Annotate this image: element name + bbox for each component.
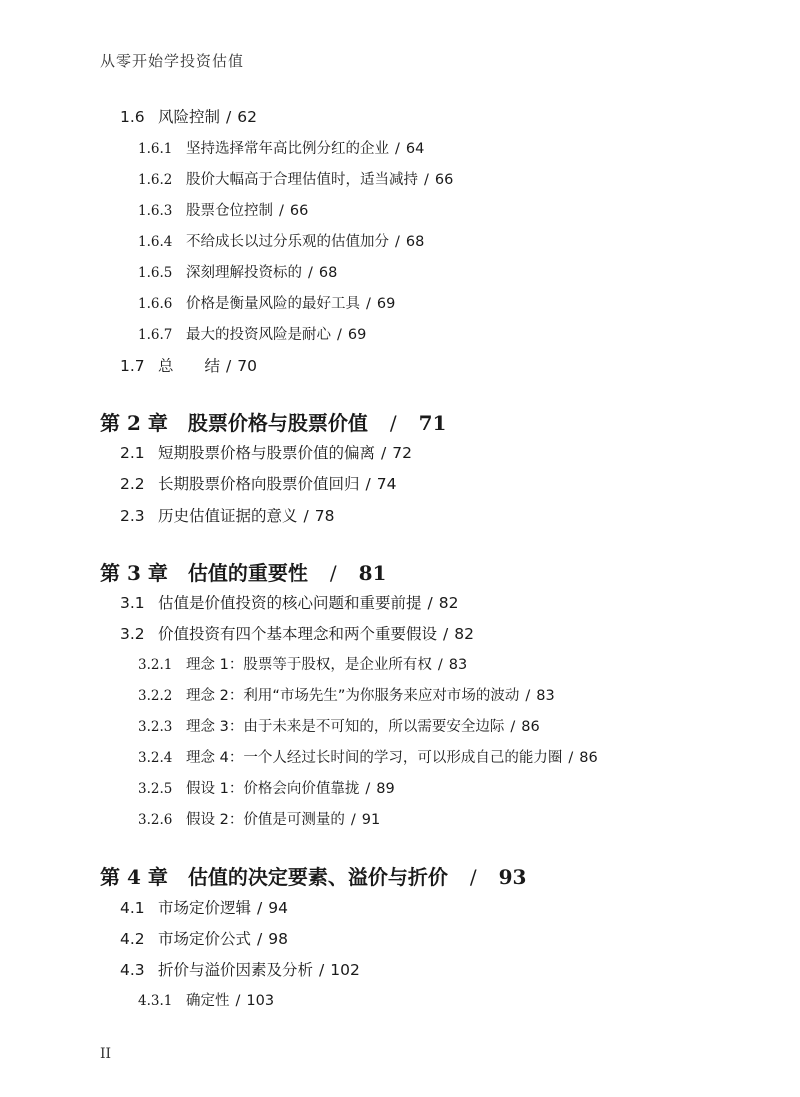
entry-page: 82	[438, 594, 459, 612]
toc-entry-2-2[interactable]	[120, 472, 396, 494]
entry-title: 坚持选择常年高比例分红的企业	[186, 141, 389, 157]
entry-number: 1.6.2	[138, 172, 173, 188]
entry-page: 91	[361, 812, 381, 828]
entry-separator: /	[365, 475, 371, 493]
entry-number: 3.2.3	[138, 719, 173, 735]
entry-separator: /	[424, 172, 429, 188]
entry-title: 风险控制	[158, 108, 221, 126]
entry-title: 估值是价值投资的核心问题和重要前提	[158, 594, 422, 612]
entry-separator: /	[443, 625, 449, 643]
entry-page: 94	[268, 899, 288, 917]
entry-separator: /	[226, 357, 232, 375]
entry-number: 4.1	[120, 899, 145, 917]
entry-number: 2.1	[120, 444, 145, 462]
toc-entry-1-6-2[interactable]	[138, 168, 453, 189]
entry-page: 83	[448, 657, 468, 673]
entry-page: 78	[314, 507, 335, 525]
running-header: 从零开始学投资估值	[100, 52, 245, 70]
chapter-number: 第 3 章	[100, 561, 168, 585]
toc-chapter-4[interactable]	[100, 861, 526, 890]
toc-entry-2-3[interactable]	[120, 504, 334, 526]
toc-entry-1-6-4[interactable]	[138, 230, 424, 251]
entry-title: 历史估值证据的意义	[158, 507, 298, 525]
entry-number: 3.2.6	[138, 812, 173, 828]
entry-separator: /	[525, 688, 531, 704]
entry-page: 102	[330, 961, 360, 979]
entry-number: 1.7	[120, 357, 145, 375]
entry-page: 74	[376, 475, 397, 493]
entry-separator: /	[329, 561, 337, 585]
toc-entry-2-1[interactable]	[120, 441, 412, 463]
entry-separator: /	[226, 108, 232, 126]
entry-title: 理念 2：利用“市场先生”为你服务来应对市场的波动	[186, 688, 520, 704]
toc-entry-3-1[interactable]	[120, 591, 458, 613]
toc-entry-3-2-5[interactable]	[138, 777, 395, 798]
entry-number: 1.6	[120, 108, 145, 126]
entry-separator: /	[337, 327, 342, 343]
toc-entry-1-6-1[interactable]	[138, 137, 424, 158]
entry-number: 4.2	[120, 930, 145, 948]
entry-number: 1.6.6	[138, 296, 173, 312]
entry-number: 2.2	[120, 475, 145, 493]
entry-title: 总 结	[158, 357, 221, 375]
toc-entry-3-2-4[interactable]	[138, 746, 598, 767]
page-number: II	[100, 1046, 112, 1062]
entry-title: 不给成长以过分乐观的估值加分	[186, 234, 389, 250]
entry-number: 1.6.4	[138, 234, 173, 250]
entry-page: 82	[454, 625, 474, 643]
entry-title: 长期股票价格向股票价值回归	[158, 475, 360, 493]
entry-title: 理念 4：一个人经过长时间的学习，可以形成自己的能力圈	[186, 750, 563, 766]
entry-separator: /	[279, 203, 284, 219]
entry-page: 64	[405, 141, 425, 157]
entry-page: 89	[376, 781, 395, 797]
entry-title: 最大的投资风险是耐心	[186, 327, 331, 343]
entry-title: 折价与溢价因素及分析	[158, 961, 314, 979]
toc-entry-3-2-3[interactable]	[138, 715, 540, 736]
entry-page: 68	[318, 265, 338, 281]
entry-separator: /	[395, 234, 400, 250]
entry-separator: /	[319, 961, 325, 979]
entry-separator: /	[308, 265, 313, 281]
entry-page: 69	[347, 327, 367, 343]
chapter-title: 股票价格与股票价值	[187, 411, 368, 435]
entry-page: 98	[268, 930, 288, 948]
toc-entry-1-6-6[interactable]	[138, 292, 395, 313]
entry-separator: /	[510, 719, 516, 735]
entry-number: 1.6.1	[138, 141, 173, 157]
entry-number: 3.2.1	[138, 657, 173, 673]
toc-entry-3-2-2[interactable]	[138, 684, 555, 705]
entry-page: 66	[434, 172, 454, 188]
entry-separator: /	[427, 594, 433, 612]
entry-page: 66	[289, 203, 309, 219]
entry-title: 股票仓位控制	[186, 203, 273, 219]
entry-number: 1.6.5	[138, 265, 173, 281]
entry-title: 股价大幅高于合理估值时，适当减持	[186, 172, 418, 188]
toc-entry-1-6[interactable]	[120, 105, 257, 127]
entry-separator: /	[350, 812, 356, 828]
entry-separator: /	[235, 993, 241, 1009]
chapter-number: 第 2 章	[100, 411, 168, 435]
entry-separator: /	[389, 411, 397, 435]
entry-page: 86	[579, 750, 598, 766]
entry-page: 62	[237, 108, 257, 126]
entry-separator: /	[257, 930, 263, 948]
entry-separator: /	[395, 141, 400, 157]
chapter-number: 第 4 章	[100, 865, 168, 889]
chapter-title: 估值的重要性	[187, 561, 308, 585]
entry-number: 3.2.4	[138, 750, 173, 766]
entry-page: 68	[405, 234, 425, 250]
entry-title: 市场定价公式	[158, 930, 252, 948]
entry-separator: /	[365, 781, 371, 797]
entry-title: 理念 3：由于未来是不可知的，所以需要安全边际	[186, 719, 505, 735]
entry-number: 3.2	[120, 625, 145, 643]
toc-entry-4-3[interactable]	[120, 958, 360, 980]
toc-entry-3-2-1[interactable]	[138, 653, 467, 674]
toc-entry-3-2-6[interactable]	[138, 808, 380, 829]
entry-separator: /	[469, 865, 477, 889]
entry-title: 价值投资有四个基本理念和两个重要假设	[158, 625, 438, 643]
entry-page: 70	[237, 357, 257, 375]
entry-number: 1.6.3	[138, 203, 173, 219]
entry-number: 1.6.7	[138, 327, 173, 343]
entry-separator: /	[437, 657, 443, 673]
toc-entry-1-7[interactable]	[120, 354, 257, 376]
toc-entry-1-6-7[interactable]	[138, 323, 366, 344]
entry-page: 103	[246, 993, 275, 1009]
entry-separator: /	[257, 899, 263, 917]
entry-number: 3.2.5	[138, 781, 173, 797]
entry-separator: /	[568, 750, 574, 766]
entry-number: 3.1	[120, 594, 145, 612]
chapter-page: 81	[358, 561, 387, 585]
entry-separator: /	[303, 507, 309, 525]
entry-separator: /	[366, 296, 371, 312]
entry-separator: /	[381, 444, 387, 462]
chapter-page: 93	[498, 865, 527, 889]
entry-title: 深刻理解投资标的	[186, 265, 302, 281]
entry-title: 短期股票价格与股票价值的偏离	[158, 444, 376, 462]
chapter-page: 71	[418, 411, 447, 435]
chapter-title: 估值的决定要素、溢价与折价	[187, 865, 448, 889]
entry-page: 69	[376, 296, 396, 312]
toc-entry-4-1[interactable]	[120, 896, 288, 918]
toc-chapter-3[interactable]	[100, 557, 386, 586]
entry-number: 3.2.2	[138, 688, 173, 704]
entry-number: 2.3	[120, 507, 145, 525]
entry-title: 理念 1：股票等于股权，是企业所有权	[186, 657, 432, 673]
entry-page: 72	[392, 444, 412, 462]
entry-number: 4.3.1	[138, 993, 173, 1009]
toc-entry-1-6-3[interactable]	[138, 199, 308, 220]
toc-chapter-2[interactable]	[100, 407, 446, 436]
entry-title: 假设 2：价值是可测量的	[186, 812, 345, 828]
toc-entry-1-6-5[interactable]	[138, 261, 337, 282]
entry-title: 假设 1：价格会向价值靠拢	[186, 781, 360, 797]
toc-entry-4-2[interactable]	[120, 927, 288, 949]
entry-page: 83	[536, 688, 555, 704]
entry-title: 确定性	[186, 993, 230, 1009]
entry-page: 86	[521, 719, 540, 735]
entry-title: 市场定价逻辑	[158, 899, 252, 917]
toc-entry-4-3-1[interactable]	[138, 989, 274, 1010]
entry-number: 4.3	[120, 961, 145, 979]
entry-title: 价格是衡量风险的最好工具	[186, 296, 360, 312]
toc-entry-3-2[interactable]	[120, 622, 474, 644]
